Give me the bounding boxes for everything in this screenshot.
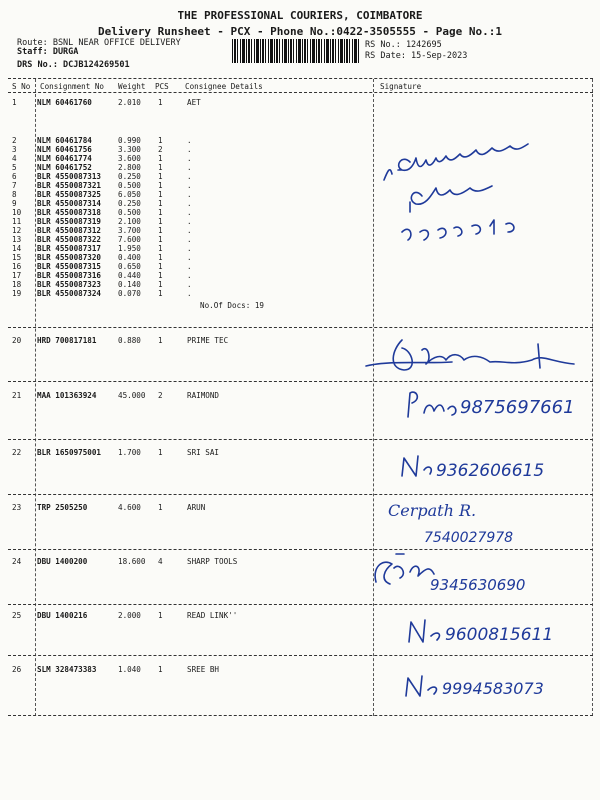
row-sno: 1 xyxy=(12,98,17,107)
row-pcs: 1 xyxy=(158,98,163,107)
row-sno: 6 xyxy=(12,172,17,181)
row-pcs: 1 xyxy=(158,226,163,235)
row-pcs: 1 xyxy=(158,280,163,289)
row-consignee: . xyxy=(187,154,192,163)
row-consignment: BLR 4550087317 xyxy=(37,244,102,253)
entry-consignment: MAA 101363924 xyxy=(37,391,97,400)
entry-weight: 45.000 xyxy=(118,391,146,400)
signature-entry-22 xyxy=(398,448,578,488)
row-pcs: 1 xyxy=(158,190,163,199)
col-header-weight: Weight xyxy=(118,82,146,91)
entry-pcs: 4 xyxy=(158,557,163,566)
staff-label: Staff: DURGA xyxy=(17,47,79,57)
row-sno: 10 xyxy=(12,208,22,217)
signature-stroke xyxy=(366,340,574,370)
row-consignment: NLM 60461752 xyxy=(37,163,92,172)
row-consignee: . xyxy=(187,217,192,226)
entry-consignee: PRIME TEC xyxy=(187,336,229,345)
signature-text: 9994583073 xyxy=(442,679,544,698)
signature-text: Cerpath R. xyxy=(388,501,477,520)
signature-entry-26 xyxy=(402,668,592,708)
row-pcs: 1 xyxy=(158,217,163,226)
row-pcs: 1 xyxy=(158,163,163,172)
entry-weight: 1.040 xyxy=(118,665,141,674)
row-weight: 2.010 xyxy=(118,98,141,107)
entry-consignment: BLR 1650975001 xyxy=(37,448,102,457)
row-weight: 1.950 xyxy=(118,244,141,253)
row-pcs: 1 xyxy=(158,154,163,163)
entry-pcs: 1 xyxy=(158,665,163,674)
col-divider xyxy=(373,79,374,716)
entry-pcs: 1 xyxy=(158,611,163,620)
col-header-consignment: Consignment No xyxy=(40,82,105,91)
row-consignment: BLR 4550087321 xyxy=(37,181,102,190)
row-sno: 8 xyxy=(12,190,17,199)
entry-weight: 18.600 xyxy=(118,557,146,566)
entry-sno: 22 xyxy=(12,448,22,457)
row-pcs: 1 xyxy=(158,136,163,145)
row-consignee: . xyxy=(187,136,192,145)
entry-pcs: 1 xyxy=(158,503,163,512)
row-sno: 16 xyxy=(12,262,22,271)
row-sno: 13 xyxy=(12,235,22,244)
row-consignee: . xyxy=(187,226,192,235)
entry-consignee: SHARP TOOLS xyxy=(187,557,238,566)
col-header-consignee: Consignee Details xyxy=(185,82,263,91)
row-consignee: . xyxy=(187,271,192,280)
route-label: Route: BSNL NEAR OFFICE DELIVERY xyxy=(17,38,181,48)
signature-text: 9362606615 xyxy=(436,461,545,481)
company-title: THE PROFESSIONAL COURIERS, COIMBATORE xyxy=(177,9,423,22)
entry-consignee: ARUN xyxy=(187,503,206,512)
row-weight: 3.700 xyxy=(118,226,141,235)
row-consignee: AET xyxy=(187,98,201,107)
row-pcs: 1 xyxy=(158,208,163,217)
row-sno: 9 xyxy=(12,199,17,208)
entry-consignment: DBU 1400200 xyxy=(37,557,88,566)
drs-number: DRS No.: DCJB124269501 xyxy=(17,60,130,70)
row-consignee: . xyxy=(187,199,192,208)
row-sno: 7 xyxy=(12,181,17,190)
row-consignee: . xyxy=(187,172,192,181)
entry-weight: 1.700 xyxy=(118,448,141,457)
entry-consignee: RAIMOND xyxy=(187,391,220,400)
row-weight: 0.250 xyxy=(118,199,141,208)
header-bottom-rule xyxy=(8,92,593,93)
row-sno: 19 xyxy=(12,289,22,298)
col-header-sno: S No xyxy=(12,82,31,91)
signature-stroke xyxy=(409,620,439,642)
entry-separator xyxy=(8,327,593,328)
row-pcs: 1 xyxy=(158,262,163,271)
signature-text: 9875697661 xyxy=(460,397,575,418)
row-consignment: NLM 60461784 xyxy=(37,136,92,145)
col-divider xyxy=(35,79,36,716)
barcode xyxy=(232,39,360,63)
signature-entry-23 xyxy=(384,492,554,548)
row-consignment: BLR 4550087312 xyxy=(37,226,102,235)
row-weight: 3.300 xyxy=(118,145,141,154)
row-consignment: BLR 4550087314 xyxy=(37,199,102,208)
entry-sno: 25 xyxy=(12,611,22,620)
row-consignee: . xyxy=(187,235,192,244)
entry-sno: 26 xyxy=(12,665,22,674)
row-consignment: NLM 60461774 xyxy=(37,154,92,163)
row-consignment: BLR 4550087325 xyxy=(37,190,102,199)
entry-consignment: SLM 328473383 xyxy=(37,665,97,674)
table-bottom-rule xyxy=(8,715,593,716)
col-divider xyxy=(592,79,593,716)
row-weight: 0.250 xyxy=(118,172,141,181)
entry-separator xyxy=(8,604,593,605)
row-weight: 2.100 xyxy=(118,217,141,226)
entry-pcs: 2 xyxy=(158,391,163,400)
row-weight: 0.140 xyxy=(118,280,141,289)
row-sno: 2 xyxy=(12,136,17,145)
header-top-rule xyxy=(8,78,593,79)
entry-consignment: DBU 1400216 xyxy=(37,611,88,620)
row-sno: 3 xyxy=(12,145,17,154)
signature-stroke xyxy=(402,456,431,476)
entry-sno: 23 xyxy=(12,503,22,512)
row-consignee: . xyxy=(187,145,192,154)
row-weight: 2.800 xyxy=(118,163,141,172)
signature-stroke xyxy=(408,392,456,417)
row-pcs: 1 xyxy=(158,181,163,190)
row-weight: 0.440 xyxy=(118,271,141,280)
row-sno: 18 xyxy=(12,280,22,289)
entry-separator xyxy=(8,655,593,656)
docs-count: No.Of Docs: 19 xyxy=(200,301,265,310)
row-weight: 0.500 xyxy=(118,208,141,217)
row-sno: 4 xyxy=(12,154,17,163)
entry-consignment: TRP 2505250 xyxy=(37,503,88,512)
entry-separator xyxy=(8,381,593,382)
signature-chandrasekar-text xyxy=(380,140,550,250)
row-consignee: . xyxy=(187,253,192,262)
entry-weight: 2.000 xyxy=(118,611,141,620)
row-weight: 6.050 xyxy=(118,190,141,199)
row-weight: 0.400 xyxy=(118,253,141,262)
row-consignment: NLM 60461760 xyxy=(37,98,92,107)
entry-consignment: HRD 700817181 xyxy=(37,336,97,345)
row-pcs: 1 xyxy=(158,199,163,208)
row-consignment: BLR 4550087316 xyxy=(37,271,102,280)
entry-consignee: SRI SAI xyxy=(187,448,220,457)
row-pcs: 1 xyxy=(158,244,163,253)
col-header-signature: Signature xyxy=(380,82,422,91)
row-sno: 11 xyxy=(12,217,22,226)
signature-entry-24 xyxy=(370,548,560,600)
entry-weight: 4.600 xyxy=(118,503,141,512)
signature-entry-21 xyxy=(402,385,575,425)
row-consignee: . xyxy=(187,163,192,172)
row-consignment: BLR 4550087323 xyxy=(37,280,102,289)
runsheet-subtitle: Delivery Runsheet - PCX - Phone No.:0422-3505555 - Page No.:1 xyxy=(98,25,502,38)
row-consignee: . xyxy=(187,280,192,289)
row-consignment: BLR 4550087319 xyxy=(37,217,102,226)
signature-text: 9345630690 xyxy=(430,576,526,594)
signature-text: 9600815611 xyxy=(445,625,554,645)
row-sno: 12 xyxy=(12,226,22,235)
row-consignment: BLR 4550087324 xyxy=(37,289,102,298)
row-consignee: . xyxy=(187,289,192,298)
rs-number: RS No.: 1242695 xyxy=(365,40,442,50)
rs-date: RS Date: 15-Sep-2023 xyxy=(365,51,468,61)
row-consignment: BLR 4550087322 xyxy=(37,235,102,244)
signature-entry-25 xyxy=(405,612,585,652)
row-sno: 5 xyxy=(12,163,17,172)
row-consignee: . xyxy=(187,181,192,190)
row-sno: 15 xyxy=(12,253,22,262)
row-consignee: . xyxy=(187,262,192,271)
row-consignment: NLM 60461756 xyxy=(37,145,92,154)
row-consignment: BLR 4550087315 xyxy=(37,262,102,271)
row-consignment: BLR 4550087320 xyxy=(37,253,102,262)
entry-separator xyxy=(8,439,593,440)
row-sno: 17 xyxy=(12,271,22,280)
row-weight: 0.990 xyxy=(118,136,141,145)
row-pcs: 2 xyxy=(158,145,163,154)
entry-weight: 0.880 xyxy=(118,336,141,345)
row-consignment: BLR 4550087318 xyxy=(37,208,102,217)
entry-consignee: SREE BH xyxy=(187,665,220,674)
entry-sno: 21 xyxy=(12,391,22,400)
entry-pcs: 1 xyxy=(158,336,163,345)
row-weight: 3.600 xyxy=(118,154,141,163)
row-consignee: . xyxy=(187,190,192,199)
row-consignee: . xyxy=(187,244,192,253)
entry-sno: 24 xyxy=(12,557,22,566)
row-weight: 0.070 xyxy=(118,289,141,298)
row-pcs: 1 xyxy=(158,271,163,280)
entry-consignee: READ LINK'' xyxy=(187,611,238,620)
signature-stroke xyxy=(375,554,434,584)
signature-entry-20 xyxy=(362,330,582,380)
signature-stroke xyxy=(406,676,436,696)
row-pcs: 1 xyxy=(158,172,163,181)
row-weight: 0.650 xyxy=(118,262,141,271)
row-weight: 7.600 xyxy=(118,235,141,244)
row-pcs: 1 xyxy=(158,289,163,298)
handwritten-phone: 7540027978 xyxy=(424,530,514,546)
row-weight: 0.500 xyxy=(118,181,141,190)
entry-pcs: 1 xyxy=(158,448,163,457)
row-pcs: 1 xyxy=(158,253,163,262)
col-header-pcs: PCS xyxy=(155,82,169,91)
row-consignment: BLR 4550087313 xyxy=(37,172,102,181)
row-pcs: 1 xyxy=(158,235,163,244)
entry-sno: 20 xyxy=(12,336,22,345)
row-sno: 14 xyxy=(12,244,22,253)
row-consignee: . xyxy=(187,208,192,217)
